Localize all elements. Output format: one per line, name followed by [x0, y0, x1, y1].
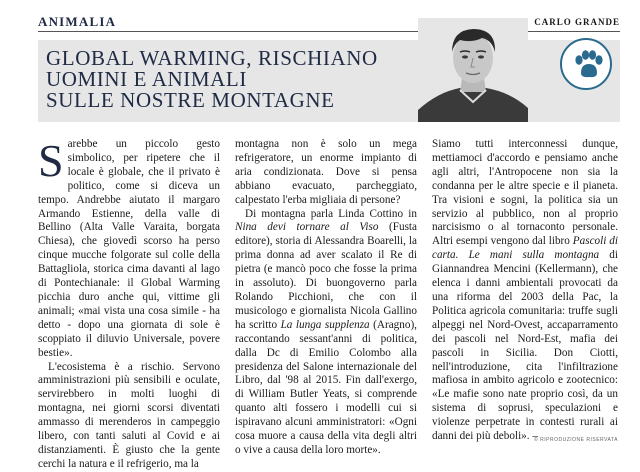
animalia-badge	[560, 38, 612, 90]
article-column-1	[38, 135, 220, 472]
author-portrait	[418, 18, 528, 122]
article-column-3	[432, 138, 618, 444]
paragraph-4: Di montagna parla Linda Cottino in Nina devi tornare al Viso (Fusta editore), storia di Alessandra Boarelli, la prima donna ad aver scalato il Re di pietra (e mancò poco che fosse la prima in assoluto). Di buongoverno parla Rolando Picchioni, che con il musicologo e giornalista Nicola Gallino ha scritto La lunga supplenza (Aragno), raccontando sessant'anni di politica, dalla Dc di Emilio Colombo alla presidenza del Salone internazionale del Libro, dal '98 al 2015. Fin dall'exergo, di William Butler Yeats, si comprende quanto alti fossero i modelli cui si ispiravano alcuni amministratori: «Ogni cosa muore a causa della vita degli altri o vive a causa della loro morte».	[235, 207, 417, 456]
author-byline: CARLO GRANDE	[534, 17, 620, 27]
headline-line-2: UOMINI E ANIMALI	[46, 67, 247, 91]
paw-icon	[562, 40, 614, 92]
book-title-supplenza: La lunga supplenza	[280, 318, 370, 331]
article-column-2	[235, 138, 417, 458]
copyright-note: © RIPRODUZIONE RISERVATA	[534, 437, 618, 443]
headline	[46, 48, 376, 111]
book-title-nina: Nina devi tornare al Viso	[235, 221, 379, 234]
section-rubric: ANIMALIA	[38, 14, 117, 29]
paragraph-1: Sarebbe un piccolo gesto simbolico, per ripetere che il locale è globale, che il privato è politico, come si diceva un tempo. Andrebbe aiutato il margaro Armando Estienne, della valle di Bellino (Alta Valle Varaita, borgata Chiesa), che giovedì scorso ha perso cinque mucche folgorate sul colle della Battagliola, storica cima davanti al lago di Pontechianale: il Global Warming picchia duro anche qui, vittime gli animali; «mai vista una cosa simile - ha detto - dopo una giornata di sole è scoppiato il diluvio Universale, povere bestie».	[38, 135, 220, 359]
headline-line-3: SULLE NOSTRE MONTAGNE	[46, 88, 335, 112]
drop-cap: S	[38, 135, 64, 186]
paragraph-3: montagna non è solo un mega refrigeratore, un enorme impianto di aria condizionata. Dove si pensa abbiano evacuato, parcheggiato, calpestato l'erba migliaia di persone?	[235, 138, 417, 206]
top-rule	[38, 31, 620, 32]
book-title-pascoli: Pascoli di carta. Le mani sulla montagna	[432, 235, 618, 262]
headline-line-1: GLOBAL WARMING, RISCHIANO	[46, 46, 378, 70]
paragraph-2: L'ecosistema è a rischio. Servono amministrazioni più sensibili e oculate, servirebbero in molti luoghi di montagna, nei giorni scorsi diventati ammasso di merenderos in campeggio libero, con tanti saluti al Covid e ai distanziamenti. È giusto che la gente cerchi la natura e il refrigerio, ma la	[38, 360, 220, 470]
paragraph-5: Siamo tutti interconnessi dunque, mettiamoci d'accordo e pensiamo anche agli altri, l'Antropocene non sia la condanna per le altre specie e il pianeta. Tra visioni e sogni, la politica sia un servizio al pubblico, non al proprio narcisismo o al tornaconto personale. Altri esempi vengono dal libro Pascoli di carta. Le mani sulla montagna di Giannandrea Mencini (Kellermann), che elenca i danni ambientali provocati da una riforma del 2003 della Pac, la Politica agricola comunitaria: truffe sugli alpeggi nel Nord-Ovest, accaparramento dei pascoli nel Nord-Est, mafia dei pascoli in Sicilia. Don Ciotti, nell'introduzione, cita l'infiltrazione mafiosa in ambito agricolo e zootecnico: «Le mafie sono nate proprio così, da un sistema di soprusi, speculazioni e violenze perpetrate in contesti rurali ai danni dei più deboli». –	[432, 138, 619, 443]
